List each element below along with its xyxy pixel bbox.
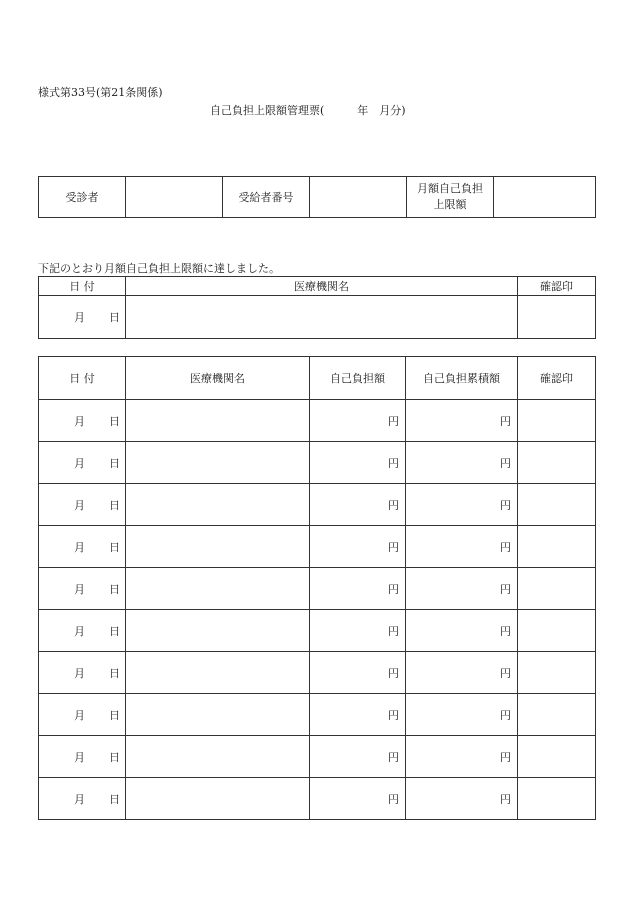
yen-unit: 円 (388, 414, 399, 428)
month-label: 月 (74, 498, 85, 512)
copay-log-table (38, 356, 596, 820)
cumulative-field[interactable] (406, 400, 518, 442)
institution-field[interactable] (126, 442, 310, 484)
date-field[interactable] (39, 400, 126, 442)
table-row (39, 442, 596, 484)
yen-unit: 円 (388, 582, 399, 596)
log-header-copay: 自己負担額 (310, 357, 406, 400)
seal-field[interactable] (518, 526, 596, 568)
log-header-seal: 確認印 (518, 357, 596, 400)
day-label: 日 (109, 750, 120, 764)
table-row (39, 526, 596, 568)
yen-unit: 円 (500, 792, 511, 806)
seal-field[interactable] (518, 652, 596, 694)
date-field[interactable] (39, 652, 126, 694)
day-label: 日 (109, 498, 120, 512)
month-label: 月 (74, 582, 85, 596)
month-label: 月 (74, 792, 85, 806)
cumulative-field[interactable] (406, 484, 518, 526)
cumulative-field[interactable] (406, 568, 518, 610)
yen-unit: 円 (388, 708, 399, 722)
limit-reached-notice: 下記のとおり月額自己負担上限額に達しました。 (38, 262, 280, 275)
institution-field[interactable] (126, 526, 310, 568)
monthly-limit-field[interactable] (494, 177, 596, 218)
copay-field[interactable] (310, 568, 406, 610)
copay-field[interactable] (310, 484, 406, 526)
copay-field[interactable] (310, 610, 406, 652)
day-label: 日 (109, 540, 120, 554)
yen-unit: 円 (500, 498, 511, 512)
yen-unit: 円 (500, 666, 511, 680)
patient-info-table (38, 176, 596, 218)
day-label: 日 (109, 582, 120, 596)
reach-header-date: 日 付 (39, 277, 126, 296)
month-label: 月 (74, 708, 85, 722)
recipient-number-field[interactable] (310, 177, 407, 218)
table-row (39, 778, 596, 820)
log-header-cumulative: 自己負担累積額 (406, 357, 518, 400)
table-row (39, 484, 596, 526)
day-label: 日 (109, 311, 120, 324)
yen-unit: 円 (388, 750, 399, 764)
cumulative-field[interactable] (406, 736, 518, 778)
seal-field[interactable] (518, 568, 596, 610)
institution-field[interactable] (126, 400, 310, 442)
monthly-limit-label-line2: 上限額 (433, 198, 467, 211)
copay-field[interactable] (310, 526, 406, 568)
yen-unit: 円 (388, 666, 399, 680)
seal-field[interactable] (518, 610, 596, 652)
month-label: 月 (74, 750, 85, 764)
table-row (39, 694, 596, 736)
institution-field[interactable] (126, 484, 310, 526)
copay-field[interactable] (310, 694, 406, 736)
recipient-number-label: 受給者番号 (223, 177, 310, 218)
seal-field[interactable] (518, 736, 596, 778)
table-row (39, 610, 596, 652)
cumulative-field[interactable] (406, 610, 518, 652)
copay-field[interactable] (310, 778, 406, 820)
monthly-limit-label-line1: 月額自己負担 (417, 182, 483, 195)
yen-unit: 円 (500, 456, 511, 470)
institution-field[interactable] (126, 652, 310, 694)
day-label: 日 (109, 414, 120, 428)
month-label: 月 (74, 311, 85, 324)
cumulative-field[interactable] (406, 778, 518, 820)
yen-unit: 円 (500, 414, 511, 428)
patient-field[interactable] (126, 177, 223, 218)
date-field[interactable] (39, 736, 126, 778)
yen-unit: 円 (388, 498, 399, 512)
table-row (39, 400, 596, 442)
date-field[interactable] (39, 610, 126, 652)
yen-unit: 円 (500, 582, 511, 596)
yen-unit: 円 (388, 624, 399, 638)
day-label: 日 (109, 708, 120, 722)
yen-unit: 円 (388, 792, 399, 806)
institution-field[interactable] (126, 694, 310, 736)
copay-field[interactable] (310, 736, 406, 778)
yen-unit: 円 (388, 540, 399, 554)
institution-field[interactable] (126, 736, 310, 778)
cumulative-field[interactable] (406, 694, 518, 736)
seal-field[interactable] (518, 442, 596, 484)
form-number: 様式第33号(第21条関係) (38, 86, 163, 99)
seal-field[interactable] (518, 694, 596, 736)
day-label: 日 (109, 456, 120, 470)
cumulative-field[interactable] (406, 526, 518, 568)
copay-field[interactable] (310, 442, 406, 484)
copay-field[interactable] (310, 652, 406, 694)
limit-reached-table (38, 276, 596, 339)
month-label: 月 (74, 624, 85, 638)
month-label: 月 (74, 666, 85, 680)
date-field[interactable] (39, 694, 126, 736)
reach-seal-field[interactable] (518, 296, 596, 339)
day-label: 日 (109, 792, 120, 806)
reach-date-field[interactable] (39, 296, 126, 339)
date-field[interactable] (39, 778, 126, 820)
month-label: 月 (74, 456, 85, 470)
day-label: 日 (109, 666, 120, 680)
date-field[interactable] (39, 442, 126, 484)
seal-field[interactable] (518, 400, 596, 442)
patient-label: 受診者 (39, 177, 126, 218)
yen-unit: 円 (388, 456, 399, 470)
copay-field[interactable] (310, 400, 406, 442)
institution-field[interactable] (126, 778, 310, 820)
table-row (39, 568, 596, 610)
yen-unit: 円 (500, 708, 511, 722)
log-header-date: 日 付 (39, 357, 126, 400)
table-row (39, 652, 596, 694)
institution-field[interactable] (126, 568, 310, 610)
cumulative-field[interactable] (406, 652, 518, 694)
cumulative-field[interactable] (406, 442, 518, 484)
date-field[interactable] (39, 484, 126, 526)
date-field[interactable] (39, 526, 126, 568)
monthly-limit-label (407, 177, 494, 218)
seal-field[interactable] (518, 778, 596, 820)
yen-unit: 円 (500, 750, 511, 764)
log-header-institution: 医療機関名 (126, 357, 310, 400)
yen-unit: 円 (500, 624, 511, 638)
seal-field[interactable] (518, 484, 596, 526)
table-row (39, 736, 596, 778)
form-title: 自己負担上限額管理票( 年 月分) (210, 104, 406, 117)
date-field[interactable] (39, 568, 126, 610)
reach-header-seal: 確認印 (518, 277, 596, 296)
day-label: 日 (109, 624, 120, 638)
month-label: 月 (74, 414, 85, 428)
reach-institution-field[interactable] (126, 296, 518, 339)
institution-field[interactable] (126, 610, 310, 652)
month-label: 月 (74, 540, 85, 554)
yen-unit: 円 (500, 540, 511, 554)
reach-header-institution: 医療機関名 (126, 277, 518, 296)
